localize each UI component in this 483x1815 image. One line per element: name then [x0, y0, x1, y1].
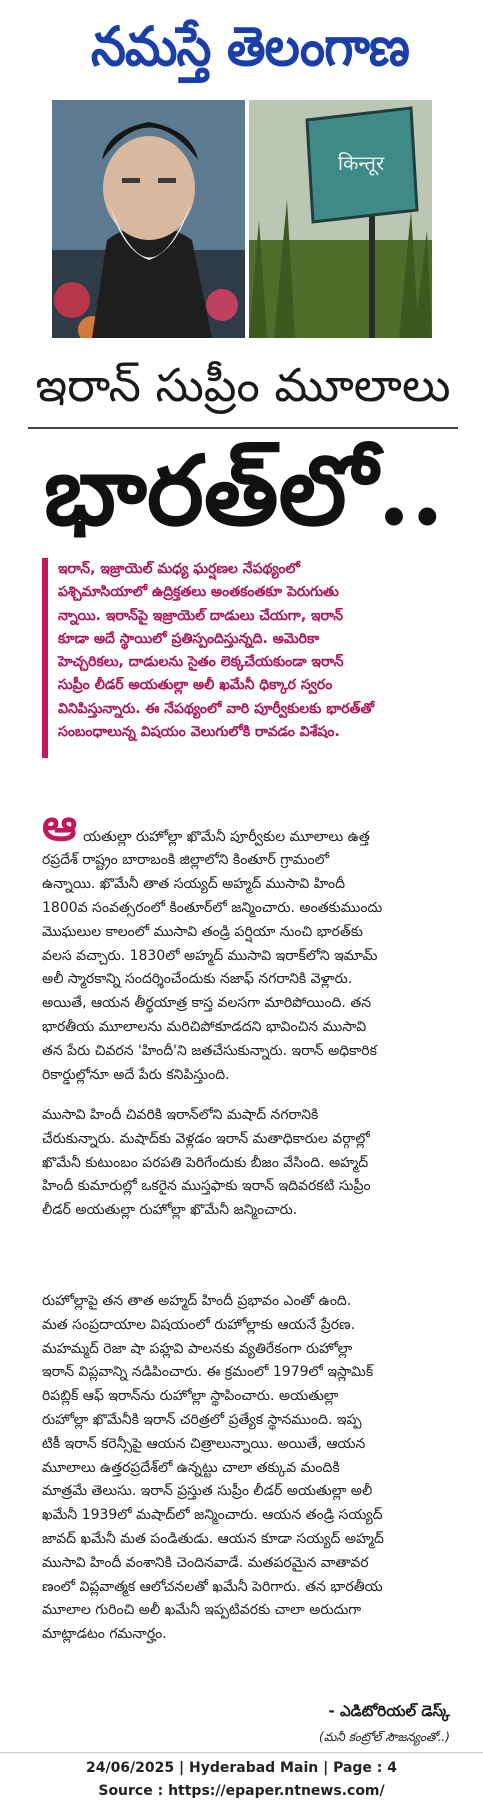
intro-text: ఇరాన్, ఇజ్రాయెల్ మధ్య ఘర్షణల నేపథ్యంలో పశ్చిమాసియాలో ఉద్రిక్తతలు అంతకంతకూ పెరుగుతు న్నాయి. ఇరాన్‌పై ఇజ్రాయెల్ దాడులు చేయగా, ఇరాన్ కూడా అదే స్థాయిలో ప్రతిస్పందిస్తున్నది. అమెరికా హెచ్చరికలు, దాడులను సైతం లెక్కచేయకుండా ఇరాన్ సుప్రీం లీడర్ అయతుల్లా అలీ ఖమేనీ ధిక్కార స్వరం వినిపిస్తున్నారు. ఈ నేపథ్యంలో వారి పూర్వీకులకు భారత్‌తో సంబంధాలున్న విషయం వెలుగులోకి రావడం విశేషం. [58, 561, 375, 741]
footer-divider [0, 1752, 483, 1753]
masthead [0, 0, 483, 95]
signboard-photo [249, 100, 432, 338]
portrait-illustration [52, 100, 245, 338]
portrait-photo [52, 100, 245, 338]
headline-divider [28, 427, 458, 429]
body-paragraph-2: ముసావి హిందీ చివరికి ఇరాన్‌లోని మషాద్ నగరానికి చేరుకున్నారు. మషాద్‌కు వెళ్లడం ఇరాన్ మతాధికారుల వర్గాల్లో ఖొమేనీ కుటుంబం పరపతి పెరిగేందుకు బీజం వేసింది. అహ్మద్ హిందీ కుమారుల్లో ఒకరైన ముస్తఫాకు ఇరాన్ ఇదివరకటి సుప్రీం లీడర్ అయతుల్లా రుహోల్లా ఖొమేనీ జన్మించారు. [42, 1107, 371, 1219]
photo-strip [52, 100, 432, 338]
headline-line2: భారత్‌లో.. [43, 434, 445, 547]
masthead-title: నమస్తే తెలంగాణ [90, 14, 410, 78]
courtesy-note: (మనీ కంట్రోల్ సౌజన్యంతో..) [319, 1730, 450, 1744]
body-paragraph-3: రుహోల్లాపై తన తాత అహ్మద్ హిందీ ప్రభావం ఎంతో ఉంది. మత సంప్రదాయాల విషయంలో రుహోల్లాకు ఆయనే ప్రేరణ. మహమ్మద్ రెజా షా పహ్లవి పాలనకు వ్యతిరేకంగా రుహోల్లా ఇరాన్ విప్లవాన్ని నడిపించారు. ఈ క్రమంలో 1979లో ఇస్లామిక్ రిపబ్లిక్ ఆఫ్ ఇరాన్‌ను రుహోల్లా స్థాపించారు. అయతుల్లా రుహోల్లా ఖొమేనీకి ఇరాన్ చరిత్రలో ప్రత్యేక స్థానముంది. ఇప్ప టికీ ఇరాన్ కరెన్సీపై ఆయన చిత్రాలున్నాయి. అయితే, ఆయన మూలాలు ఉత్తరప్రదేశ్‌లో ఉన్నట్టు చాలా తక్కువ మందికి మాత్రమే తెలుసు. ఇరాన్ ప్రస్తుత సుప్రీం లీడర్ అయతుల్లా అలీ ఖమేనీ 1939లో మషాద్‌లో జన్మించారు. ఆయన తండ్రి సయ్యద్ జావద్ ఖమేనీ మత పండితుడు. ఆయన కూడా సయ్యద్ అహ్మద్ ముసావి హిందీ వంశానికి చెందినవాడే. మతపరమైన వాతావర ణంలో విప్లవాత్మక ఆలోచనలతో ఖమేనీ పెరిగారు. తన భారతీయ మూలాల గురించి అలీ ఖమేనీ ఇప్పటివరకు చాలా అరుదుగా మాట్లాడటం గమనార్హం. [42, 1293, 384, 1643]
signboard-illustration [249, 100, 432, 338]
headline-line1: ఇరాన్ సుప్రీం మూలాలు [35, 358, 451, 412]
byline: - ఎడిటోరియల్ డెస్క్ [328, 1702, 450, 1720]
sign-text: किन्तूर [337, 151, 385, 175]
body-paragraph-1 [42, 778, 454, 1083]
paragraph-1-text: యతుల్లా రుహోల్లా ఖొమేనీ పూర్వీకుల మూలాలు ఉత్త రప్రదేశ్ రాష్ట్రం బారాబంకి జిల్లాలోని కింతూర్ గ్రామంలో ఉన్నాయి. ఖొమేనీ తాత సయ్యద్ అహ్మద్ ముసావి హిందీ 1800వ సంవత్సరంలో కింతూర్‌లో జన్మించారు. అంతకుముందు మొఘలుల కాలంలో ముసావి తండ్రి పర్షియా నుంచి భారత్‌కు వలస వచ్చారు. 1830లో అహ్మద్ ముసావి ఇరాక్‌లోని ఇమామ్ అలీ స్మారకాన్ని సందర్శించేందుకు నజాఫ్ నగరానికి వెళ్లారు. అయితే, ఆయన తీర్థయాత్ర కాస్త వలసగా మారిపోయింది. తన భారతీయ మూలాలను మరిచిపోకూడదని భావించిన ముసావి తన పేరు చివరన 'హిందీ'ని జతచేసుకున్నారు. ఇరాన్ అధికారిక రికార్డుల్లోనూ అదే పేరు కనిపిస్తుంది. [42, 828, 383, 1083]
footer-edition-info: 24/06/2025 | Hyderabad Main | Page : 4 [85, 1760, 398, 1776]
intro-box [42, 558, 454, 758]
footer-source-link[interactable]: Source : https://epaper.ntnews.com/ [98, 1783, 385, 1799]
dropcap: ఆ [42, 799, 78, 851]
